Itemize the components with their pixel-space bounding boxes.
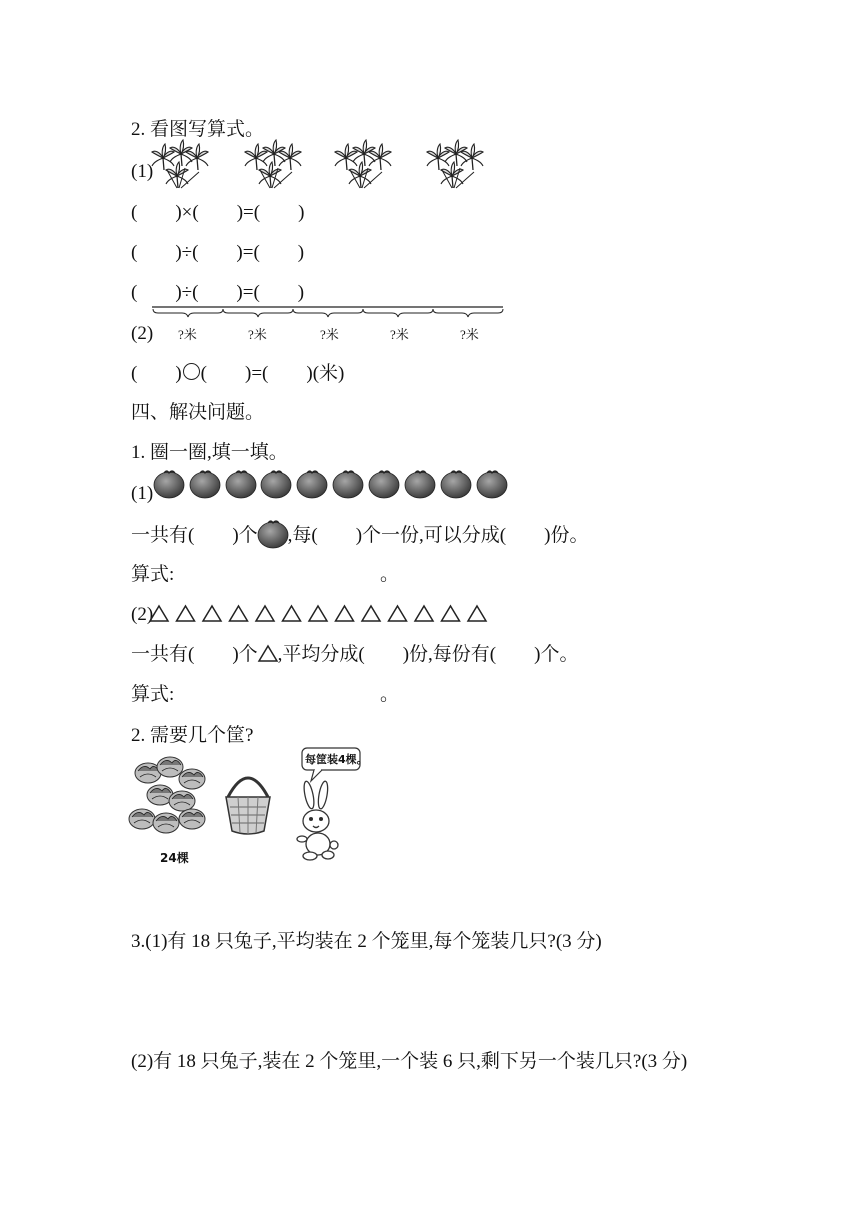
segment-label: ?米 [248, 327, 267, 342]
orange-icon [405, 471, 435, 498]
triangle-icon [283, 606, 301, 621]
triangle-icon [309, 606, 327, 621]
triangle-icon [150, 606, 168, 621]
equation-blank-operator: ( ) ( )=( )(米) [131, 363, 345, 384]
operator-circle[interactable] [183, 363, 200, 380]
orange-icon [226, 471, 256, 498]
formula-label: 算式: [131, 684, 175, 705]
fruit-row [0, 466, 860, 506]
word-problem: 3.(1)有 18 只兔子,平均装在 2 个笼里,每个笼装几只?(3 分) [131, 931, 602, 952]
formula-end: 。 [380, 684, 400, 705]
orange-icon [297, 471, 327, 498]
lily-groups [0, 142, 860, 202]
triangle-icon [258, 644, 278, 662]
formula-label: 算式: [131, 564, 175, 585]
triangle-icon [468, 606, 486, 621]
orange-icon [441, 471, 471, 498]
question-title: 1. 圈一圈,填一填。 [131, 442, 288, 463]
part-label: (1) [131, 483, 154, 504]
triangle-row [0, 601, 860, 631]
lily-group-4 [427, 140, 483, 188]
equation-divide-1: ( )÷( )=( ) [131, 242, 305, 263]
equation-divide-2: ( )÷( )=( ) [131, 282, 305, 303]
triangle-icon [203, 606, 221, 621]
section-title: 四、解决问题。 [131, 402, 265, 423]
fill-sentence: 一共有( )个 ,平均分成( )份,每份有( )个。 [131, 644, 579, 665]
triangle-icon [389, 606, 407, 621]
cabbage-count: 24棵 [160, 851, 189, 865]
triangle-icon [415, 606, 433, 621]
rabbit-icon [297, 780, 338, 860]
triangle-icon [442, 606, 460, 621]
part-label: (1) [131, 161, 154, 182]
lily-group-2 [245, 140, 301, 188]
question-title: 2. 看图写算式。 [131, 119, 265, 140]
segment-label: ?米 [320, 327, 339, 342]
segment-diagram [0, 300, 860, 340]
triangle-icon [256, 606, 274, 621]
formula-end: 。 [380, 564, 400, 585]
orange-icon [190, 471, 220, 498]
basket-icon [226, 778, 270, 835]
orange-icon [154, 471, 184, 498]
orange-icon [333, 471, 363, 498]
segment-label: ?米 [178, 327, 197, 342]
part-label: (2) [131, 604, 154, 625]
triangle-icon [177, 606, 195, 621]
lily-group-3 [335, 140, 391, 188]
fill-sentence: 一共有( )个 ,每( )个一份,可以分成( )份。 [131, 522, 588, 548]
orange-icon [369, 471, 399, 498]
orange-icon [261, 471, 291, 498]
bubble-text: 每筐装4棵。 [305, 753, 368, 766]
cabbage-icon [129, 757, 205, 833]
part-label: (2) [131, 323, 154, 344]
question-title: 2. 需要几个筐? [131, 725, 254, 746]
word-problem: (2)有 18 只兔子,装在 2 个笼里,一个装 6 只,剩下另一个装几只?(3 分) [131, 1051, 688, 1072]
orange-icon [258, 522, 288, 546]
lily-group-1 [152, 140, 208, 188]
segment-label: ?米 [460, 327, 479, 342]
equation-multiply: ( )×( )=( ) [131, 202, 305, 223]
basket-illustration [0, 745, 860, 865]
orange-icon [477, 471, 507, 498]
triangle-icon [230, 606, 248, 621]
triangle-icon [336, 606, 354, 621]
segment-label: ?米 [390, 327, 409, 342]
triangle-icon [362, 606, 380, 621]
